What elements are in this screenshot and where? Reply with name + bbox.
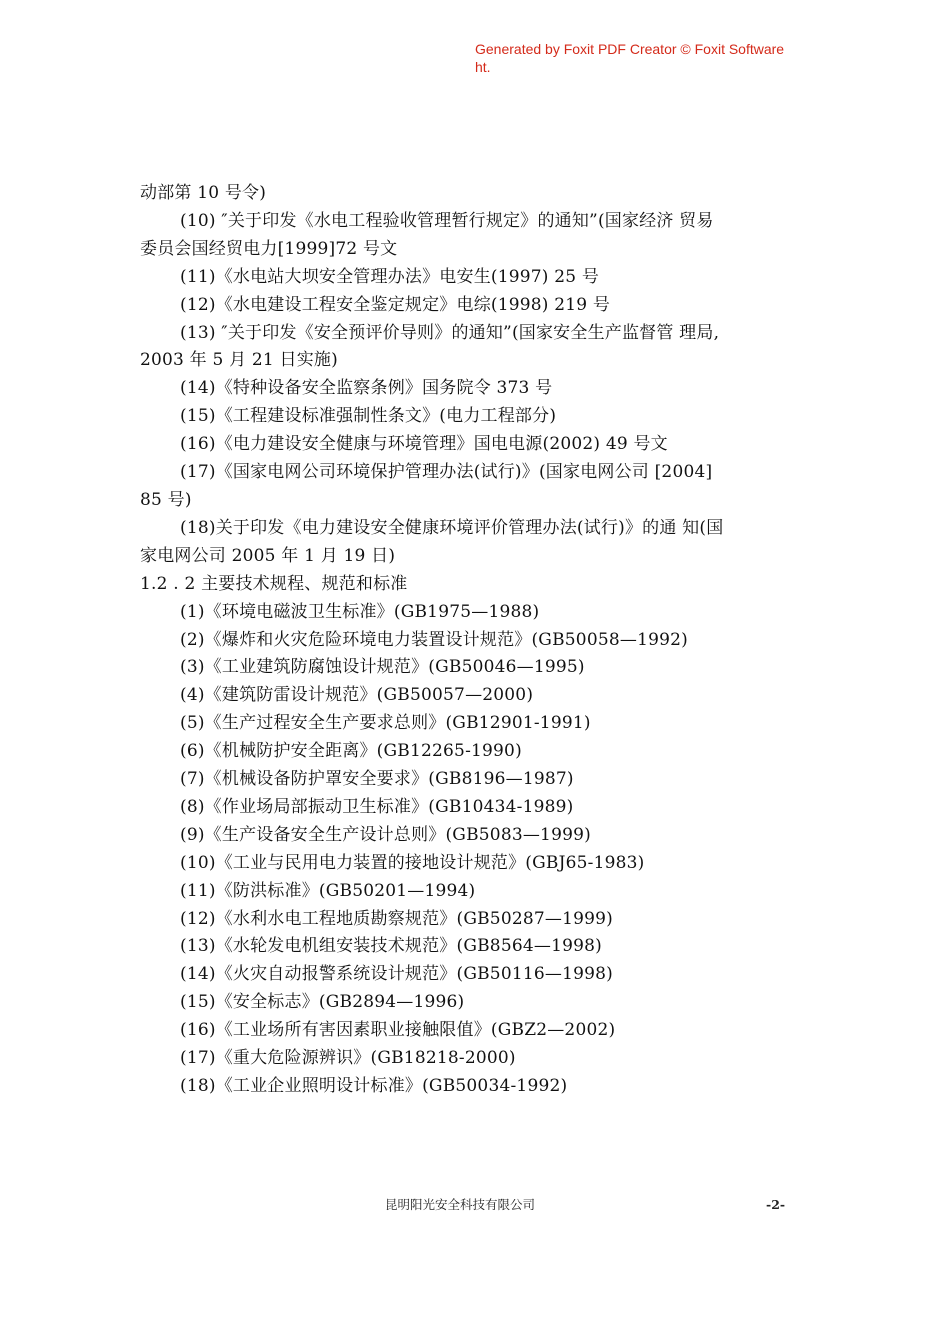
text-line: 1.2 . 2 主要技术规程、规范和标准 <box>140 573 408 594</box>
text-line: (13) ″关于印发《安全预评价导则》的通知”(国家安全生产监督管 理局, <box>180 322 720 343</box>
text-line: (1)《环境电磁波卫生标准》(GB1975—1988) <box>180 601 540 622</box>
text-line: (14)《火灾自动报警系统设计规范》(GB50116—1998) <box>180 964 613 985</box>
text-line: 家电网公司 2005 年 1 月 19 日) <box>140 545 396 566</box>
text-line: (16)《工业场所有害因素职业接触限值》(GBZ2—2002) <box>180 1020 616 1041</box>
text-line: (5)《生产过程安全生产要求总则》(GB12901-1991) <box>180 713 591 734</box>
text-line: (15)《工程建设标准强制性条文》(电力工程部分) <box>180 406 557 427</box>
text-line: (3)《工业建筑防腐蚀设计规范》(GB50046—1995) <box>180 657 585 678</box>
text-line: (10) ″关于印发《水电工程验收管理暂行规定》的通知”(国家经济 贸易 <box>180 210 714 231</box>
text-line: 委员会国经贸电力[1999]72 号文 <box>140 238 398 259</box>
text-line: (6)《机械防护安全距离》(GB12265-1990) <box>180 741 522 762</box>
text-line: (17)《国家电网公司环境保护管理办法(试行)》(国家电网公司 [2004] <box>180 462 713 483</box>
text-line: (16)《电力建设安全健康与环境管理》国电电源(2002) 49 号文 <box>180 434 668 455</box>
text-line: 动部第 10 号令) <box>140 183 267 203</box>
text-line: (2)《爆炸和火灾危险环境电力装置设计规范》(GB50058—1992) <box>180 629 688 650</box>
watermark-line-1: Generated by Foxit PDF Creator © Foxit Software <box>475 41 785 57</box>
text-line: 85 号) <box>140 489 192 510</box>
watermark-line-2: ht. <box>475 59 491 75</box>
text-line: (13)《水轮发电机组安装技术规范》(GB8564—1998) <box>180 936 602 957</box>
footer-page-number: -2- <box>766 1197 786 1212</box>
text-line: (11)《水电站大坝安全管理办法》电安生(1997) 25 号 <box>180 266 600 287</box>
document-body <box>140 180 820 1101</box>
text-line: (15)《安全标志》(GB2894—1996) <box>180 992 465 1013</box>
text-line: (18)关于印发《电力建设安全健康环境评价管理办法(试行)》的通 知(国 <box>180 517 724 538</box>
text-line: (17)《重大危险源辨识》(GB18218-2000) <box>180 1048 516 1069</box>
text-line: 2003 年 5 月 21 日实施) <box>140 350 338 371</box>
text-line: (10)《工业与民用电力装置的接地设计规范》(GBJ65-1983) <box>180 852 645 873</box>
text-line: (12)《水电建设工程安全鉴定规定》电综(1998) 219 号 <box>180 294 611 315</box>
text-line: (18)《工业企业照明设计标准》(GB50034-1992) <box>180 1076 568 1096</box>
text-line: (11)《防洪标准》(GB50201—1994) <box>180 880 476 901</box>
text-line: (14)《特种设备安全监察条例》国务院令 373 号 <box>180 378 553 399</box>
text-line: (4)《建筑防雷设计规范》(GB50057—2000) <box>180 685 534 706</box>
footer-company-name: 昆明阳光安全科技有限公司 <box>385 1197 536 1212</box>
text-line: (9)《生产设备安全生产设计总则》(GB5083—1999) <box>180 824 591 845</box>
foxit-watermark <box>475 40 835 76</box>
text-line: (12)《水利水电工程地质勘察规范》(GB50287—1999) <box>180 908 613 929</box>
text-line: (8)《作业场局部振动卫生标准》(GB10434-1989) <box>180 796 574 817</box>
text-line: (7)《机械设备防护罩安全要求》(GB8196—1987) <box>180 769 574 790</box>
